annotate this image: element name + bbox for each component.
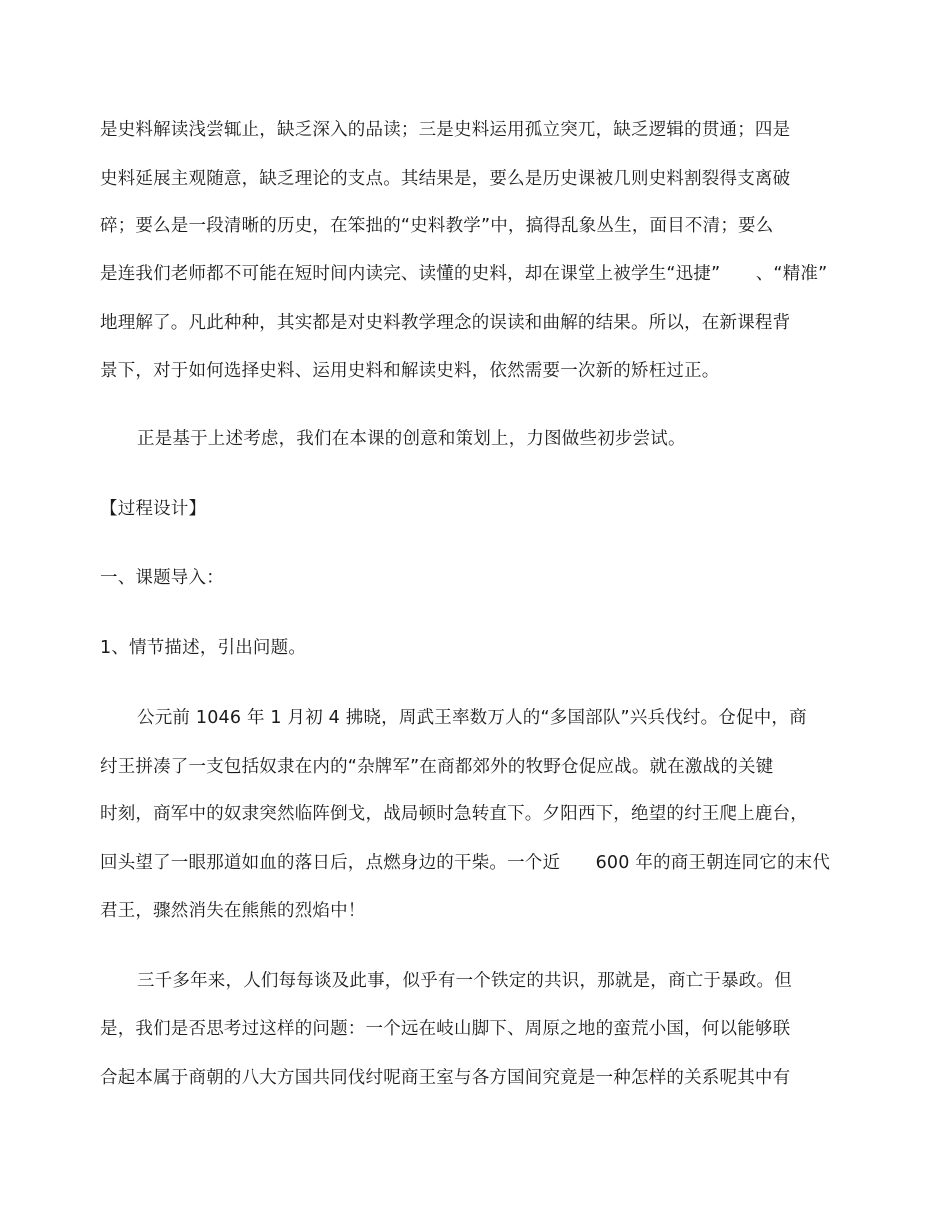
text-line: 纣王拼凑了一支包括奴隶在内的“杂牌军”在商都郊外的牧野仓促应战。就在激战的关键 [100,757,774,777]
text-line: 回头望了一眼那道如血的落日后，点燃身边的干柴。一个近 600 年的商王朝连同它的末代 [100,853,831,873]
text-line: 史料延展主观随意，缺乏理论的支点。其结果是，要么是历史课被几则史料割裂得支离破 [100,169,791,189]
text-line: 正是基于上述考虑，我们在本课的创意和策划上，力图做些初步尝试。 [137,429,686,449]
subheading-intro: 一、课题导入： [100,568,224,588]
text-line: 是，我们是否思考过这样的问题：一个远在岐山脚下、周原之地的蛮荒小国，何以能够联 [100,1019,791,1039]
text-line: 地理解了。凡此种种，其实都是对史料教学理念的误读和曲解的结果。所以，在新课程背 [100,313,791,333]
text-line: 是史料解读浅尝辄止，缺乏深入的品读；三是史料运用孤立突兀，缺乏逻辑的贯通；四是 [100,120,791,140]
subheading-scenario: 1、情节描述，引出问题。 [100,638,307,658]
text-line: 时刻，商军中的奴隶突然临阵倒戈，战局顿时急转直下。夕阳西下，绝望的纣王爬上鹿台， [100,804,808,824]
text-line: 三千多年来，人们每每谈及此事，似乎有一个铁定的共识，那就是，商亡于暴政。但 [137,971,792,991]
text-line: 碎；要么是一段清晰的历史，在笨拙的“史料教学”中，搞得乱象丛生，面目不清；要么 [100,216,774,236]
text-line: 君王，骤然消失在熊熊的烈焰中！ [100,901,366,921]
text-line: 景下，对于如何选择史料、运用史料和解读史料，依然需要一次新的矫枉过正。 [100,361,720,381]
section-heading: 【过程设计】 [100,499,207,519]
text-line: 是连我们老师都不可能在短时间内读完、读懂的史料，却在课堂上被学生“迅捷” 、“精准” [100,264,828,284]
text-line: 合起本属于商朝的八大方国共同伐纣呢商王室与各方国间究竟是一种怎样的关系呢其中有 [100,1068,791,1088]
text-line: 公元前 1046 年 1 月初 4 拂晓，周武王率数万人的“多国部队”兴兵伐纣。仓促中，商 [137,708,807,728]
